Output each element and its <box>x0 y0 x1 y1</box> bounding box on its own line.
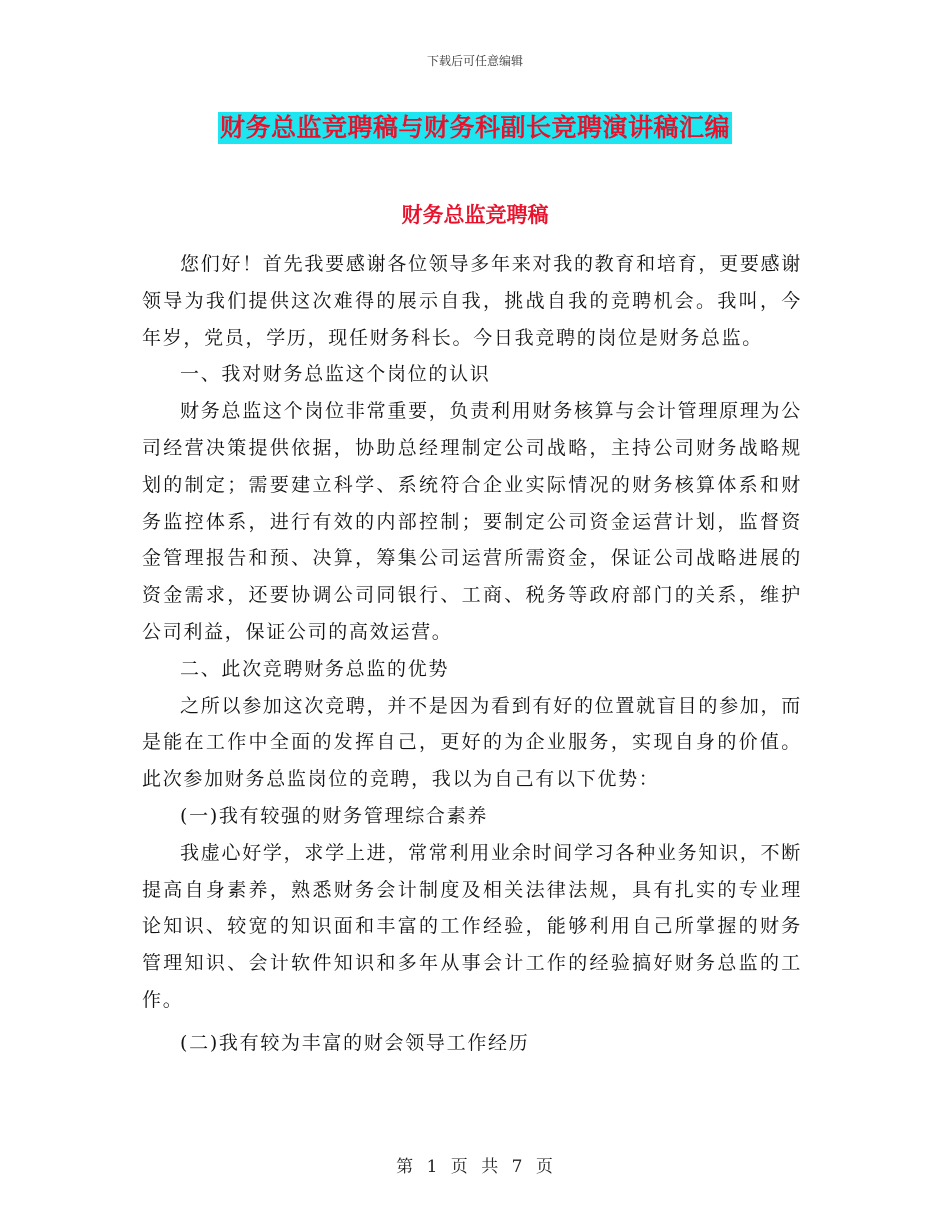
page-header: 下载后可任意编辑 <box>426 54 523 68</box>
section-title: 财务总监竞聘稿 <box>401 202 549 227</box>
heading-paragraph: 一、我对财务总监这个岗位的认识 <box>180 363 491 386</box>
document-title: 财务总监竞聘稿与财务科副长竞聘演讲稿汇编 <box>219 113 730 142</box>
subheading-paragraph: (一)我有较强的财务管理综合素养 <box>180 804 489 827</box>
heading-paragraph: 二、此次竞聘财务总监的优势 <box>180 657 450 680</box>
document-body <box>142 246 802 1062</box>
page-footer: 第 1 页 共 7 页 <box>396 1157 554 1177</box>
paragraph: 您们好！首先我要感谢各位领导多年来对我的教育和培育，更要感谢领导为我们提供这次难得的展示自我，挑战自我的竞聘机会。我叫，今年岁，党员，学历，现任财务科长。今日我竞聘的岗位是财务总监。 <box>142 253 802 349</box>
subheading-paragraph: (二)我有较为丰富的财会领导工作经历 <box>180 1031 530 1054</box>
paragraph: 我虚心好学，求学上进，常常利用业余时间学习各种业务知识，不断提高自身素养，熟悉财务会计制度及相关法律法规，具有扎实的专业理论知识、较宽的知识面和丰富的工作经验，能够利用自己所掌握的财务管理知识、会计软件知识和多年从事会计工作的经验搞好财务总监的工作。 <box>142 841 802 1011</box>
paragraph: 之所以参加这次竞聘，并不是因为看到有好的位置就盲目的参加，而是能在工作中全面的发挥自己，更好的为企业服务，实现自身的价值。此次参加财务总监岗位的竞聘，我以为自己有以下优势： <box>142 694 802 791</box>
paragraph: 财务总监这个岗位非常重要，负责利用财务核算与会计管理原理为公司经营决策提供依据，协助总经理制定公司战略，主持公司财务战略规划的制定；需要建立科学、系统符合企业实际情况的财务核算体系和财务监控体系，进行有效的内部控制；要制定公司资金运营计划，监督资金管理报告和预、决算，筹集公司运营所需资金，保证公司战略进展的资金需求，还要协调公司同银行、工商、税务等政府部门的关系，维护公司利益，保证公司的高效运营。 <box>142 400 802 643</box>
document-title-wrap <box>0 112 950 144</box>
